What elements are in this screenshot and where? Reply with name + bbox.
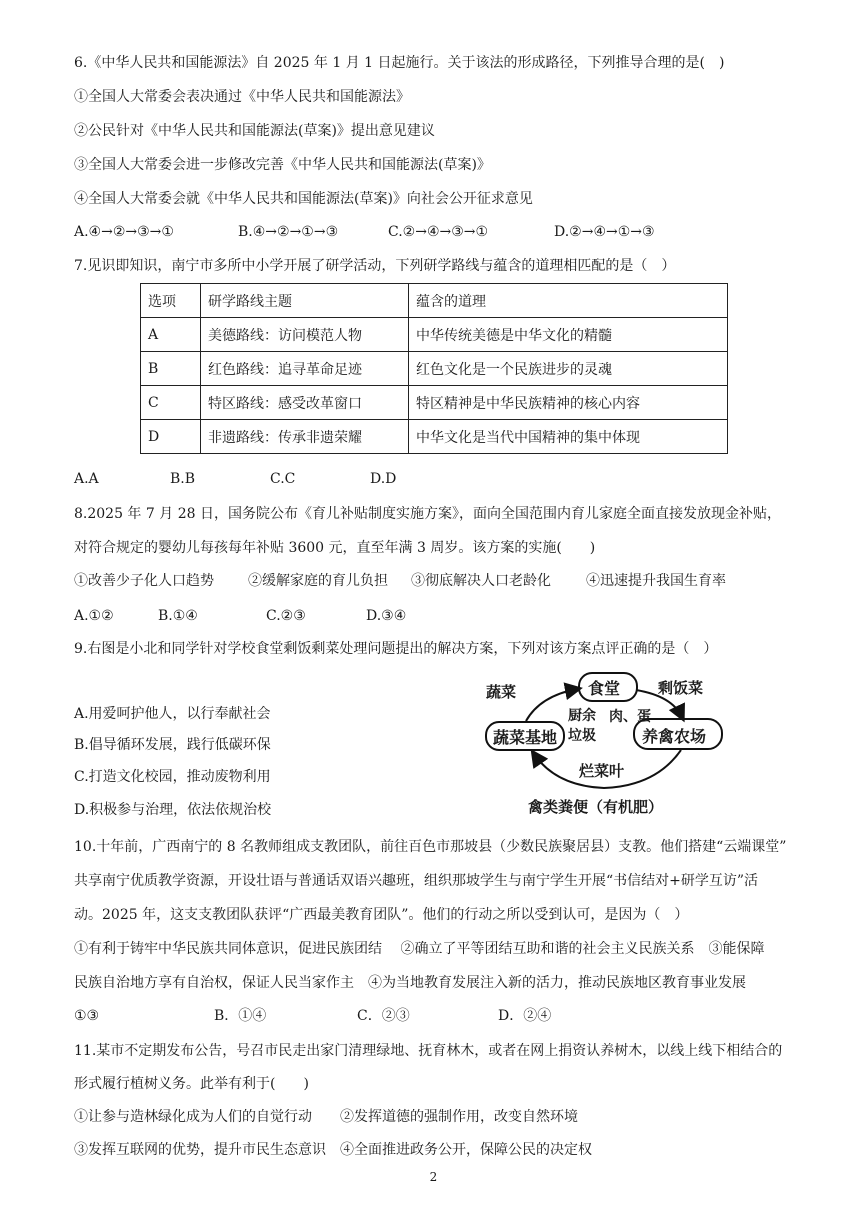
table-header-row <box>141 284 728 318</box>
q7-table <box>140 283 728 454</box>
table-cell: D <box>141 420 201 454</box>
q11-line-2: 形式履行植树义务。此举有利于( ) <box>74 1076 309 1092</box>
q8-item-3: ③彻底解决人口老龄化 <box>411 573 551 589</box>
q11-item-1-2: ①让参与造林绿化成为人们的自觉行动 ②发挥道德的强制作用，改变自然环境 <box>74 1109 578 1125</box>
table-header: 蕴含的道理 <box>409 284 728 318</box>
q10-line-3: 动。2025 年，这支支教团队获评“广西最美教育团队”。他们的行动之所以受到认可，是因为（ ） <box>74 907 689 923</box>
diagram-rotten-leaves: 烂菜叶 <box>579 762 625 780</box>
q6-option-c: C.②→④→③→① <box>388 224 489 240</box>
q10-line-4: ①有利于铸牢中华民族共同体意识，促进民族团结 ②确立了平等团结互助和谐的社会主义民族关系 ③能保障 <box>74 941 765 957</box>
table-cell: 非遗路线：传承非遗荣耀 <box>201 420 409 454</box>
q6-item-4: ④全国人大常委会就《中华人民共和国能源法(草案)》向社会公开征求意见 <box>74 191 533 207</box>
table-cell: B <box>141 352 201 386</box>
q9-option-a: A.用爱呵护他人，以行奉献社会 <box>74 706 271 722</box>
q7-option-a: A.A <box>74 471 99 487</box>
diagram-center-right: 肉、蛋 <box>609 709 651 725</box>
q8-option-b: B.①④ <box>158 608 198 624</box>
table-cell: 红色路线：追寻革命足迹 <box>201 352 409 386</box>
table-cell: A <box>141 318 201 352</box>
diagram-veg-base: 蔬菜基地 <box>493 728 558 747</box>
diagram-farm: 养禽农场 <box>642 727 707 746</box>
table-row <box>141 352 728 386</box>
page-number: 2 <box>429 1170 438 1184</box>
q7-option-c: C.C <box>270 471 296 487</box>
recycling-diagram <box>476 664 736 820</box>
q9-option-c: C.打造文化校园，推动废物利用 <box>74 769 271 785</box>
q11-item-3-4: ③发挥互联网的优势，提升市民生态意识 ④全面推进政务公开，保障公民的决定权 <box>74 1142 592 1158</box>
q10-option-b: B．①④ <box>214 1008 267 1024</box>
q10-line-1: 10.十年前，广西南宁的 8 名教师组成支教团队，前往百色市那坡县（少数民族聚居县）支教。他们搭建“云端课堂” <box>74 839 787 855</box>
q6-option-b: B.④→②→①→③ <box>238 224 339 240</box>
q6-option-d: D.②→④→①→③ <box>554 224 655 240</box>
q7-option-b: B.B <box>170 471 196 487</box>
table-header: 选项 <box>141 284 201 318</box>
diagram-center-left: 厨余垃圾 <box>568 708 596 744</box>
q6-item-2: ②公民针对《中华人民共和国能源法(草案)》提出意见建议 <box>74 123 435 139</box>
q9-stem: 9.右图是小北和同学针对学校食堂剩饭剩菜处理问题提出的解决方案，下列对该方案点评正确的是（ ） <box>74 641 718 657</box>
diagram-label-leftover: 剩饭菜 <box>658 679 704 697</box>
q6-stem: 6.《中华人民共和国能源法》自 2025 年 1 月 1 日起施行。关于该法的形成路径，下列推导合理的是( ) <box>74 55 725 71</box>
table-cell: 中华传统美德是中华文化的精髓 <box>409 318 728 352</box>
q7-option-d: D.D <box>370 471 397 487</box>
table-cell: 中华文化是当代中国精神的集中体现 <box>409 420 728 454</box>
q8-option-d: D.③④ <box>366 608 407 624</box>
table-row <box>141 420 728 454</box>
q6-item-3: ③全国人大常委会进一步修改完善《中华人民共和国能源法(草案)》 <box>74 157 491 173</box>
table-row <box>141 386 728 420</box>
q10-line-2: 共享南宁优质教学资源，开设壮语与普通话双语兴趣班，组织那坡学生与南宁学生开展“书信结对+研学互访”活 <box>74 873 759 889</box>
diagram-canteen: 食堂 <box>588 679 621 698</box>
q10-option-a: ①③ <box>74 1008 100 1024</box>
diagram-manure: 禽类粪便（有机肥） <box>528 798 664 816</box>
table-row <box>141 318 728 352</box>
table-cell: 特区路线：感受改革窗口 <box>201 386 409 420</box>
q8-stem-line-1: 8.2025 年 7 月 28 日，国务院公布《育儿补贴制度实施方案》，面向全国范围内育儿家庭全面直接发放现金补贴， <box>74 506 781 522</box>
table-cell: 美德路线：访问模范人物 <box>201 318 409 352</box>
q8-option-a: A.①② <box>74 608 114 624</box>
q8-stem-line-2: 对符合规定的婴幼儿每孩每年补贴 3600 元，直至年满 3 周岁。该方案的实施( ) <box>74 540 596 556</box>
q8-item-4: ④迅速提升我国生育率 <box>586 573 726 589</box>
table-header: 研学路线主题 <box>201 284 409 318</box>
q10-option-c: C．②③ <box>357 1008 410 1024</box>
table-cell: C <box>141 386 201 420</box>
q7-stem: 7.见识即知识，南宁市多所中小学开展了研学活动，下列研学路线与蕴含的道理相匹配的是（ ） <box>74 258 676 274</box>
q8-item-2: ②缓解家庭的育儿负担 <box>248 573 388 589</box>
q8-option-c: C.②③ <box>266 608 306 624</box>
table-cell: 特区精神是中华民族精神的核心内容 <box>409 386 728 420</box>
q10-line-5: 民族自治地方享有自治权，保证人民当家作主 ④为当地教育发展注入新的活力，推动民族地区教育事业发展 <box>74 975 746 991</box>
q8-item-1: ①改善少子化人口趋势 <box>74 573 214 589</box>
q9-option-d: D.积极参与治理，依法依规治校 <box>74 802 272 818</box>
table-cell: 红色文化是一个民族进步的灵魂 <box>409 352 728 386</box>
diagram-label-veg: 蔬菜 <box>486 683 517 701</box>
q9-option-b: B.倡导循环发展，践行低碳环保 <box>74 737 271 753</box>
q10-option-d: D．②④ <box>498 1008 552 1024</box>
q6-option-a: A.④→②→③→① <box>74 224 174 240</box>
q11-line-1: 11.某市不定期发布公告，号召市民走出家门清理绿地、抚育林木，或者在网上捐资认养树木，以线上线下相结合的 <box>74 1043 783 1059</box>
q6-item-1: ①全国人大常委会表决通过《中华人民共和国能源法》 <box>74 89 410 105</box>
